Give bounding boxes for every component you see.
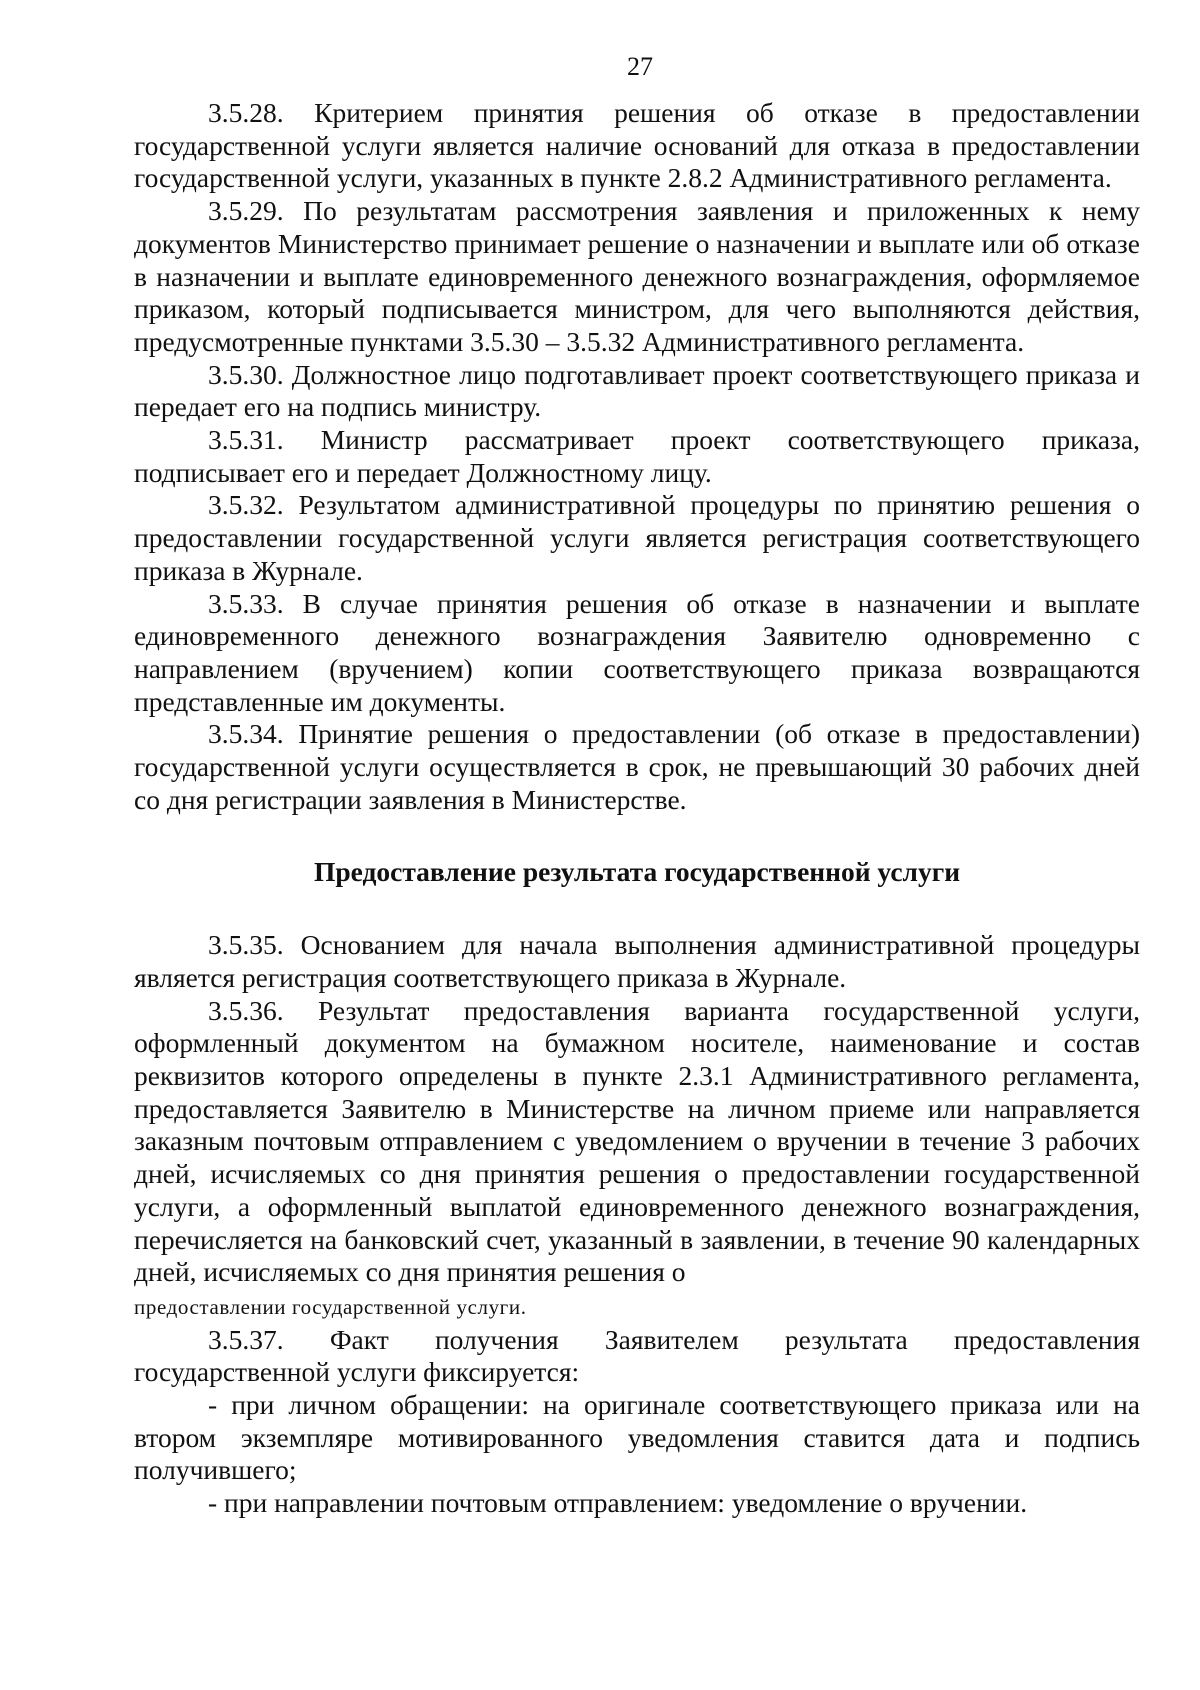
paragraph-3-5-29: 3.5.29. По результатам рассмотрения заявления и приложенных к нему документов Министерство принимает решение о назначении и выплате или об отказе в назначении и выплате единовременного денежного вознаграждения, оформляемое приказом, который подписывается министром, для чего выполняются действия, предусмотренные пунктами 3.5.30 – 3.5.32 Административного регламента. bbox=[134, 195, 1140, 357]
bullet-item-personal: - при личном обращении: на оригинале соответствующего приказа или на втором экземпляре мотивированного уведомления ставится дата и подпись получившего; bbox=[134, 1389, 1140, 1486]
paragraph-3-5-28: 3.5.28. Критерием принятия решения об отказе в предоставлении государственной услуги является наличие оснований для отказа в предоставлении государственной услуги, указанных в пункте 2.8.2 Административного регламента. bbox=[134, 97, 1140, 194]
paragraph-3-5-34: 3.5.34. Принятие решения о предоставлении (об отказе в предоставлении) государственной услуги осуществляется в срок, не превышающий 30 рабочих дней со дня регистрации заявления в Министерстве. bbox=[134, 718, 1140, 815]
document-body bbox=[134, 97, 1140, 1520]
paragraph-3-5-31: 3.5.31. Министр рассматривает проект соответствующего приказа, подписывает его и передает Должностному лицу. bbox=[134, 424, 1140, 488]
paragraph-3-5-33: 3.5.33. В случае принятия решения об отказе в назначении и выплате единовременного денежного вознаграждения Заявителю одновременно с направлением (вручением) копии соответствующего приказа возвращаются представленные им документы. bbox=[134, 587, 1140, 717]
paragraph-3-5-36 bbox=[134, 995, 1140, 1324]
section-heading: Предоставление результата государственной услуги bbox=[313, 856, 961, 888]
page-number: 27 bbox=[627, 52, 653, 81]
paragraph-3-5-30: 3.5.30. Должностное лицо подготавливает проект соответствующего приказа и передает его на подпись министру. bbox=[134, 358, 1140, 423]
paragraph-3-5-36-main: 3.5.36. Результат предоставления варианта государственной услуги, оформленный документом на бумажном носителе, наименование и состав реквизитов которого определены в пункте 2.3.1 Административного регламента, предоставляется Заявителю в Министерстве на личном приеме или направляется заказным почтовым отправлением с уведомлением о вручении в течение 3 рабочих дней, исчисляемых со дня принятия решения о предоставлении государственной услуги, а оформленный выплатой единовременного денежного вознаграждения, перечисляется на банковский счет, указанный в заявлении, в течение 90 календарных дней, исчисляемых со дня принятия решения о bbox=[134, 994, 1140, 1288]
paragraph-3-5-37: 3.5.37. Факт получения Заявителем результата предоставления государственной услуги фиксируется: bbox=[134, 1323, 1140, 1388]
bullet-item-postal: - при направлении почтовым отправлением: уведомление о вручении. bbox=[208, 1487, 1028, 1519]
paragraph-3-5-36-tail: предоставлении государственной услуги. bbox=[134, 1294, 527, 1319]
paragraph-3-5-32: 3.5.32. Результатом административной процедуры по принятию решения о предоставлении государственной услуги является регистрация соответствующего приказа в Журнале. bbox=[134, 489, 1140, 586]
paragraph-3-5-35: 3.5.35. Основанием для начала выполнения административной процедуры является регистрация соответствующего приказа в Журнале. bbox=[134, 929, 1140, 993]
